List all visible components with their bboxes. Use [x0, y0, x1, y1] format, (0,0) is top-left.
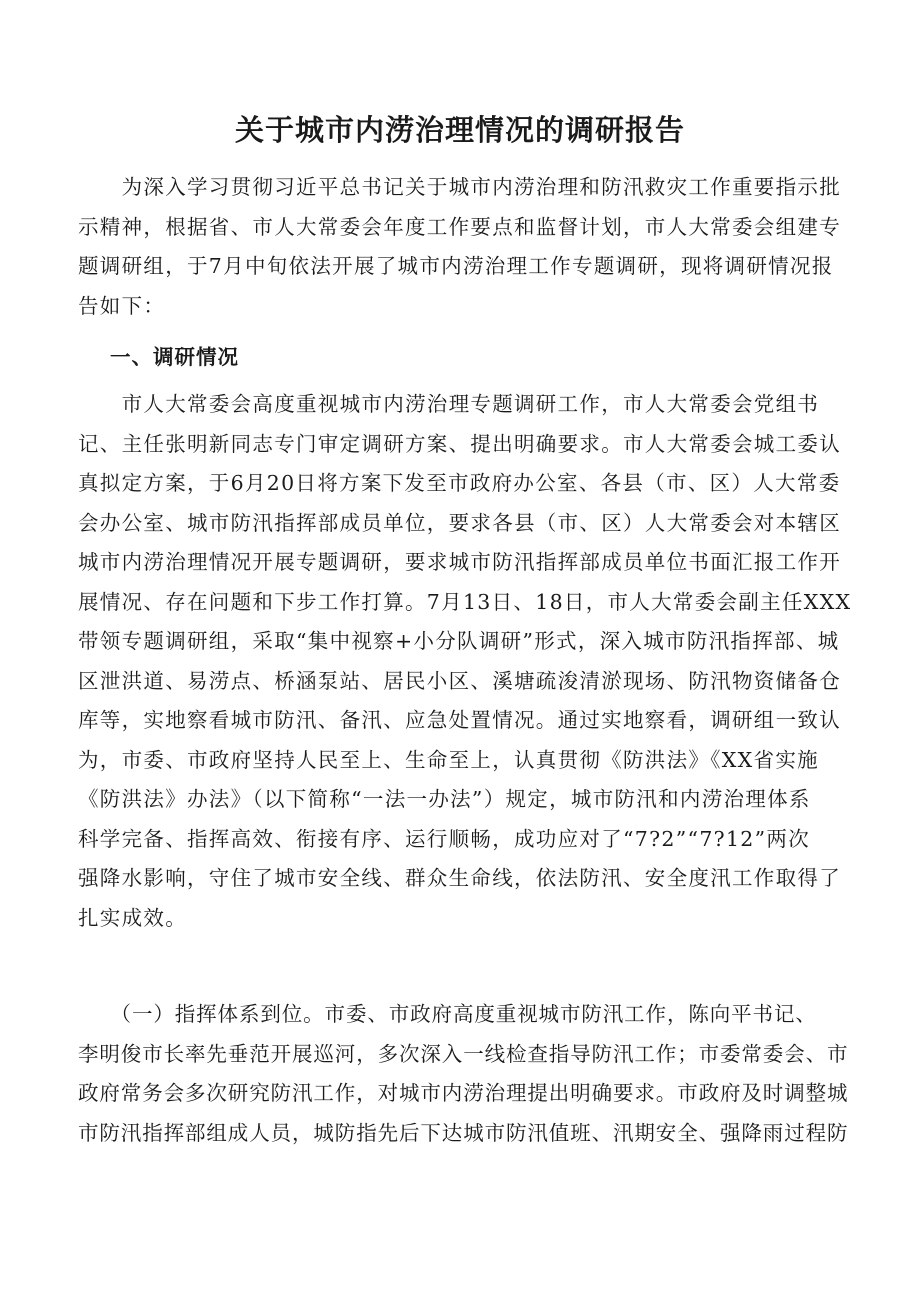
paragraph-line: 政府常务会多次研究防汛工作，对城市内涝治理提出明确要求。市政府及时调整城: [78, 1081, 849, 1105]
paragraph-line: 库等，实地察看城市防汛、备汛、应急处置情况。通过实地察看，调研组一致认: [78, 708, 841, 732]
intro-line: 告如下：: [78, 293, 166, 318]
paragraph-line: 《防洪法》办法》（以下简称“一法一办法”）规定，城市防汛和内涝治理体系: [78, 787, 811, 811]
intro-paragraph: [78, 168, 848, 326]
paragraph-line: （一）指挥体系到位。市委、市政府高度重视城市防汛工作，陈向平书记、: [78, 1002, 817, 1026]
paragraph-line: 市人大常委会高度重视城市内涝治理专题调研工作，市人大常委会党组书: [78, 392, 820, 416]
paragraph-line: 会办公室、城市防汛指挥部成员单位，要求各县（市、区）人大常委会对本辖区: [78, 510, 841, 535]
section-paragraph: [78, 385, 852, 938]
paragraph-line: 扎实成效。: [78, 905, 187, 930]
intro-line: 题调研组，于7月中旬依法开展了城市内涝治理工作专题调研，现将调研情况报: [78, 254, 834, 278]
paragraph-line: 李明俊市长率先垂范开展巡河，多次深入一线检查指导防汛工作；市委常委会、市: [78, 1041, 849, 1066]
section-heading: 一、调研情况: [110, 345, 239, 369]
intro-line: 示精神，根据省、市人大常委会年度工作要点和监督计划，市人大常委会组建专: [78, 214, 841, 239]
paragraph-line: 展情况、存在问题和下步工作打算。7月13日、18日，市人大常委会副主任XXX: [78, 589, 852, 614]
paragraph-line: 区泄洪道、易涝点、桥涵泵站、居民小区、溪塘疏浚清淤现场、防汛物资储备仓: [78, 668, 841, 693]
paragraph-line: 记、主任张明新同志专门审定调研方案、提出明确要求。市人大常委会城工委认: [78, 431, 841, 456]
paragraph-line: 为，市委、市政府坚持人民至上、生命至上，认真贯彻《防洪法》《XX省实施: [78, 747, 819, 772]
paragraph-line: 科学完备、指挥高效、衔接有序、运行顺畅，成功应对了“7?2”“7?12”两次: [78, 826, 811, 851]
paragraph-line: 市防汛指挥部组成人员，城防指先后下达城市防汛值班、汛期安全、强降雨过程防: [78, 1120, 849, 1145]
intro-line: 为深入学习贯彻习近平总书记关于城市内涝治理和防汛救灾工作重要指示批: [78, 175, 841, 199]
paragraph-line: 强降水影响，守住了城市安全线、群众生命线，依法防汛、安全度汛工作取得了: [78, 866, 841, 890]
subsection-paragraph: [78, 995, 848, 1153]
paragraph-line: 真拟定方案，于6月20日将方案下发至市政府办公室、各县（市、区）人大常委: [78, 471, 841, 495]
paragraph-line: 城市内涝治理情况开展专题调研，要求城市防汛指挥部成员单位书面汇报工作开: [78, 550, 841, 574]
paragraph-line: 带领专题调研组，采取“集中视察+小分队调研”形式，深入城市防汛指挥部、城: [78, 629, 840, 653]
document-title: 关于城市内涝治理情况的调研报告: [234, 113, 685, 147]
